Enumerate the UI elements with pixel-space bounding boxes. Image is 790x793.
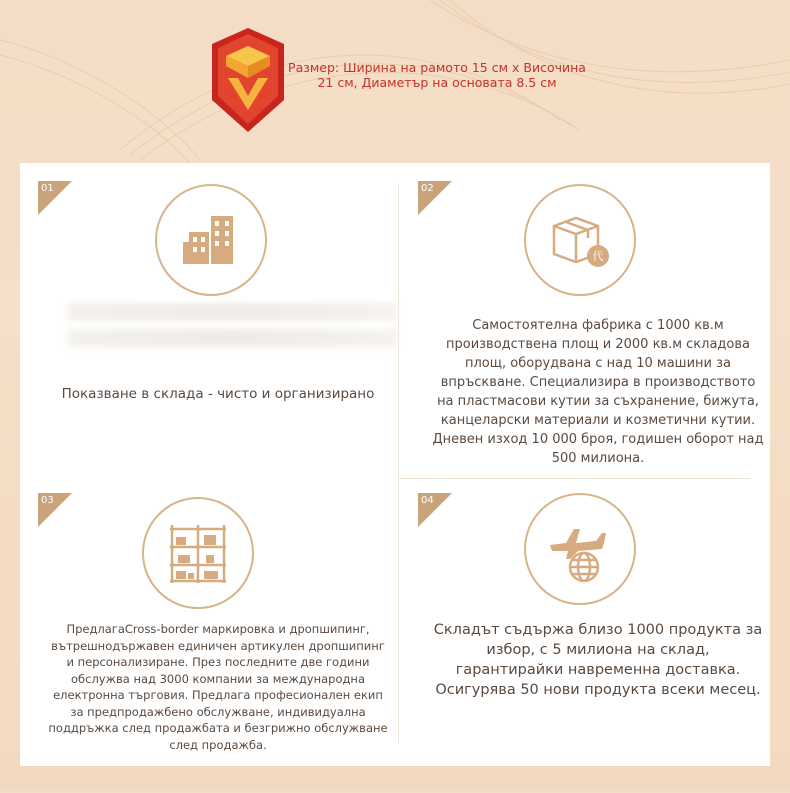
text-line: Дневен изход 10 000 броя, годишен оборот над — [432, 432, 764, 447]
card-icon-circle — [524, 493, 636, 605]
card-1-text: Показване в склада - чисто и организирано — [61, 386, 375, 402]
text-line: впръскване. Специализира в производството — [440, 375, 756, 390]
text-line: на пластмасови кутии за съхранение, бижута, — [437, 394, 759, 409]
buildings-icon — [175, 204, 247, 276]
text-line: за предпродажбено обслужване, индивидуална — [70, 704, 366, 719]
text-line: електронна търговия. Предлага професионален екип — [53, 688, 383, 702]
blurred-text-band — [68, 303, 398, 321]
size-line-2: 21 см, Диаметър на основата 8.5 см — [317, 75, 557, 90]
card-number-badge: 01 — [38, 181, 72, 215]
size-line-1: Размер: Ширина на рамото 15 см x Височина — [288, 60, 586, 75]
text-line: 500 милиона. — [551, 451, 645, 466]
card-2-text — [418, 316, 778, 468]
card-icon-circle — [524, 184, 636, 296]
text-line: ПредлагаCross-border маркировка и дропшипинг, — [66, 622, 370, 636]
airplane-globe-icon — [544, 513, 616, 585]
package-icon — [544, 204, 616, 276]
header — [0, 0, 790, 150]
text-line: обслужва над 3000 компании за международна — [71, 671, 365, 686]
card-number-badge: 03 — [38, 493, 72, 527]
blurred-text-band — [68, 329, 398, 347]
text-line: канцеларски материали и козметични кутии. — [440, 413, 756, 428]
card-number-badge: 04 — [418, 493, 452, 527]
card-number-badge: 02 — [418, 181, 452, 215]
text-line: и персонализиране. През последните две години — [66, 655, 370, 669]
text-line: Складът съдържа близо 1000 продукта за — [433, 622, 763, 638]
text-line: Осигурява 50 нови продукта всеки месец. — [435, 682, 761, 698]
card-4-text — [418, 620, 778, 700]
text-line: Самостоятелна фабрика с 1000 кв.м — [472, 318, 724, 333]
card-3-text — [38, 621, 398, 753]
text-line: вътрешнодържавен единичен артикулен дропшипинг — [51, 638, 385, 653]
feature-card-4 — [418, 493, 778, 793]
text-line: поддръжка след продажбата и безгрижно обслужване — [48, 721, 388, 735]
brand-logo-icon — [208, 26, 288, 134]
card-icon-circle — [142, 497, 254, 609]
text-line: производствена площ и 2000 кв.м складова — [445, 337, 750, 352]
text-line: гарантирайки навременна доставка. — [455, 662, 741, 678]
feature-card-2 — [418, 181, 778, 481]
card-icon-circle — [155, 184, 267, 296]
features-panel — [20, 163, 770, 766]
text-line: избор, с 5 милиона на склад, — [486, 642, 710, 658]
text-line: след продажба. — [169, 737, 267, 752]
feature-card-3 — [38, 493, 398, 793]
feature-card-1 — [38, 181, 398, 481]
svg-text:代: 代 — [592, 250, 604, 263]
size-description — [282, 60, 592, 90]
warehouse-shelves-icon — [162, 517, 234, 589]
vertical-divider — [398, 183, 399, 743]
text-line: площ, оборудвана с над 10 машини за — [465, 356, 731, 371]
